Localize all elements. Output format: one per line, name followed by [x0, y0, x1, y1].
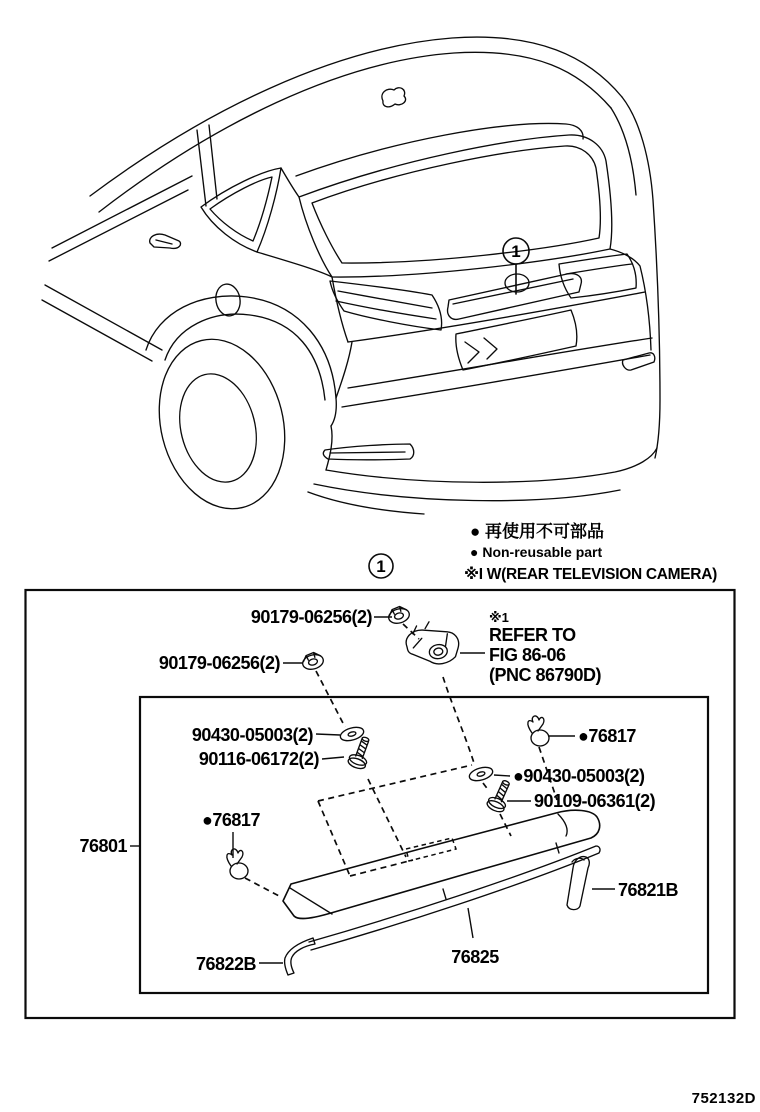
legend-camera-note: ※I W(REAR TELEVISION CAMERA): [464, 566, 717, 583]
part-label-assembly: 76801: [79, 836, 127, 856]
clip-icon-right: [528, 716, 549, 746]
moulding-strip: [309, 846, 600, 950]
part-label-clip-left: ●76817: [202, 810, 260, 830]
refer-note-line2: FIG 86-06: [489, 645, 566, 665]
taillight-right: [559, 254, 636, 298]
part-label-screw-right: 90109-06361(2): [534, 791, 656, 811]
part-label-nut-lower: 90179-06256(2): [158, 653, 280, 673]
garnish-body: [283, 810, 600, 918]
part-label-bolt-left: 90116-06172(2): [198, 749, 319, 769]
clip-icon-left: [227, 849, 248, 879]
part-label-nut-upper: 90179-06256(2): [250, 607, 372, 627]
part-label-pad-left: 90430-05003(2): [191, 725, 313, 745]
nut-icon-lower: [301, 651, 325, 672]
parts-diagram: [26, 590, 735, 1018]
fuel-door: [213, 282, 242, 318]
roof-antenna: [382, 88, 406, 107]
part-label-retainer-right: 76821B: [618, 880, 679, 900]
part-label-clip-right: ●76817: [578, 726, 636, 746]
camera-icon: [403, 617, 462, 669]
pad-icon-right: [468, 765, 494, 783]
section-callout: [369, 554, 393, 578]
car-illustration: [42, 37, 660, 522]
car-callout: [503, 238, 529, 294]
part-label-retainer-left: 76822B: [195, 954, 256, 974]
refer-note-line1: REFER TO: [489, 625, 576, 645]
retainer-left-strip: [285, 938, 315, 975]
car-callout-number: 1: [511, 242, 521, 261]
screw-icon-right: [486, 778, 515, 814]
legend: [464, 521, 717, 583]
legend-jp-text: ● 再使用不可部品: [470, 522, 604, 541]
part-label-pad-right: ●90430-05003(2): [513, 766, 645, 786]
part-label-moulding: 76825: [451, 947, 499, 967]
taillight-left: [330, 281, 442, 330]
refer-note-line3: (PNC 86790D): [489, 665, 602, 685]
refer-note: [489, 610, 602, 685]
figure-code: 752132D: [691, 1090, 756, 1107]
nut-icon-upper: [387, 605, 411, 626]
legend-en-text: ● Non-reusable part: [470, 544, 603, 560]
rear-wheel: [142, 326, 302, 522]
section-callout-number: 1: [376, 557, 386, 576]
door-handle: [150, 234, 181, 248]
refer-note-mark: ※1: [489, 610, 509, 625]
